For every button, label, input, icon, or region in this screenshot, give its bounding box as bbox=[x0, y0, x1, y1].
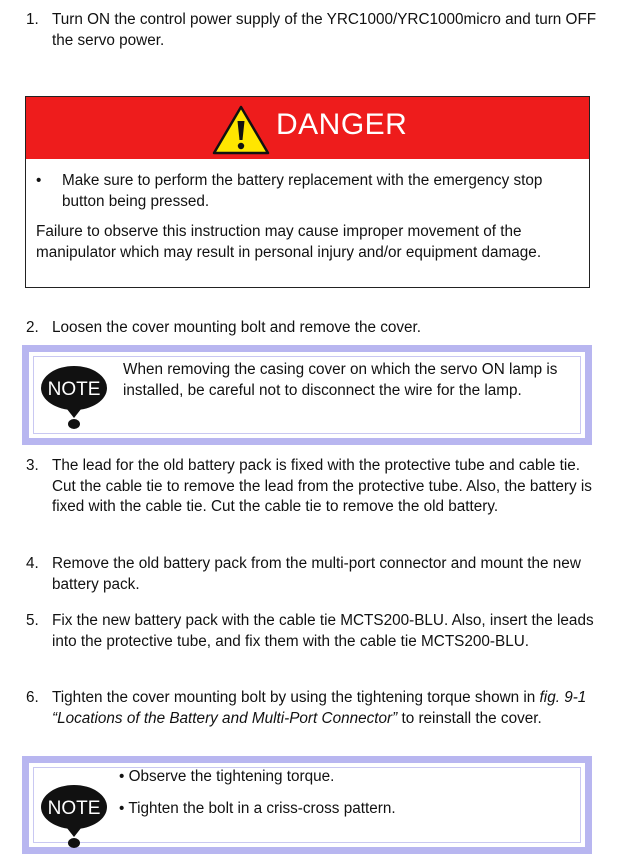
note-box bbox=[22, 756, 592, 854]
danger-box bbox=[25, 96, 590, 288]
bullet-marker: • bbox=[36, 172, 42, 189]
note-icon-label: NOTE bbox=[47, 798, 101, 819]
step-text: The lead for the old battery pack is fixed with the protective tube and cable tie. Cut the cable tie to remove the lead from the protective tube. Also, the battery is fixed with the cable tie. Cut the cable tie to remove the old battery. bbox=[52, 457, 592, 515]
danger-bullet-text: Make sure to perform the battery replacement with the emergency stop button being pressed. bbox=[62, 172, 543, 210]
note-icon-label: NOTE bbox=[47, 379, 101, 400]
danger-paragraph: Failure to observe this instruction may cause improper movement of the manipulator which may result in personal injury and/or equipment damage. bbox=[36, 223, 542, 261]
step-number: 3. bbox=[26, 457, 39, 474]
step-number: 2. bbox=[26, 319, 39, 336]
note-box bbox=[22, 345, 592, 445]
step-text: Loosen the cover mounting bolt and remove the cover. bbox=[52, 319, 422, 336]
step-number: 5. bbox=[26, 612, 39, 629]
warning-triangle-icon bbox=[212, 105, 270, 155]
note-line: • Observe the tightening torque. bbox=[119, 768, 335, 785]
step-text: Fix the new battery pack with the cable tie MCTS200-BLU. Also, insert the leads into the protective tube, and fix them with the cable tie MCTS200-BLU. bbox=[52, 612, 594, 650]
note-icon bbox=[39, 783, 109, 849]
step-text bbox=[52, 688, 600, 729]
step-number: 6. bbox=[26, 689, 39, 706]
step-text: Turn ON the control power supply of the YRC1000/YRC1000micro and turn OFF the servo power. bbox=[52, 11, 597, 49]
note-text: When removing the casing cover on which the servo ON lamp is installed, be careful not to disconnect the wire for the lamp. bbox=[123, 361, 558, 399]
danger-banner bbox=[26, 97, 589, 159]
figure-reference: fig. 9-1 “Locations of the Battery and Multi-Port Connector” bbox=[52, 689, 587, 727]
step-number: 4. bbox=[26, 555, 39, 572]
danger-title: DANGER bbox=[276, 108, 408, 141]
step-text-after: to reinstall the cover. bbox=[397, 709, 542, 727]
step-number: 1. bbox=[26, 11, 39, 28]
note-line: • Tighten the bolt in a criss-cross pattern. bbox=[119, 800, 396, 817]
note-icon bbox=[39, 364, 109, 430]
step-text: Remove the old battery pack from the multi-port connector and mount the new battery pack. bbox=[52, 555, 581, 593]
step-text-before: Tighten the cover mounting bolt by using the tightening torque shown in bbox=[52, 689, 540, 706]
